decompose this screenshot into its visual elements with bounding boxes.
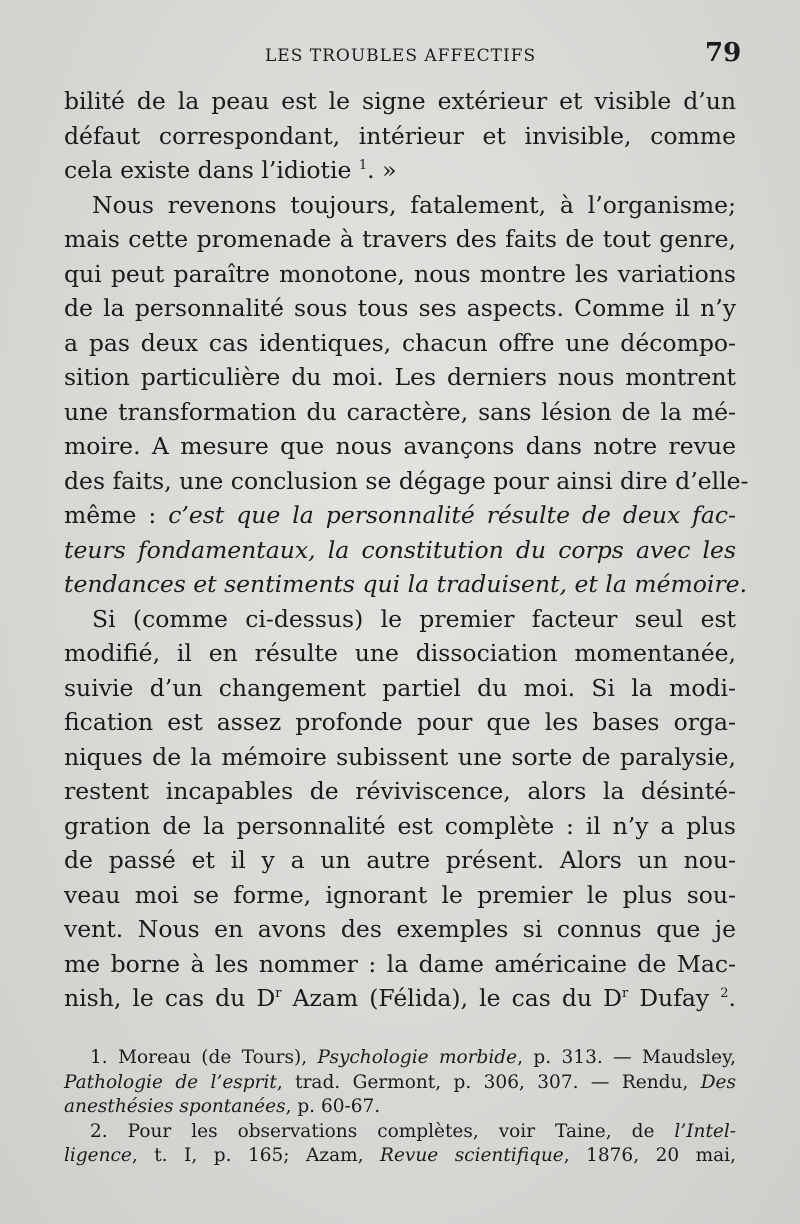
footnote-text: 2. Pour les observations complètes, voir Taine, de bbox=[90, 1120, 675, 1142]
footnote-title: Psychologie morbide bbox=[317, 1047, 518, 1068]
footnote-ref: 2 bbox=[720, 986, 729, 1002]
italic-text: c’est que la personnalité résulte de deux fac- bbox=[168, 501, 736, 529]
text-line: veau moi se forme, ignorant le premier le plus sou- bbox=[64, 880, 736, 909]
italic-line: teurs fondamentaux, la constitution du corps avec les bbox=[64, 535, 736, 564]
footnote-title: Des bbox=[700, 1071, 736, 1093]
footnote-text: , t. I, p. 165; Azam, bbox=[131, 1145, 381, 1166]
text-line: a pas deux cas identiques, chacun offre une décompo- bbox=[64, 328, 736, 357]
running-head: LES TROUBLES AFFECTIFS bbox=[265, 46, 537, 66]
italic-line: tendances et sentiments qui la traduisent, et la mémoire. bbox=[64, 570, 748, 598]
line-text: . bbox=[728, 984, 736, 1012]
footnote-line bbox=[64, 1095, 736, 1120]
paragraph-start: Nous revenons toujours, fatalement, à l’organisme; bbox=[92, 190, 736, 219]
text-line: fication est assez profonde pour que les bases orga- bbox=[64, 708, 736, 736]
text-line: bilité de la peau est le signe extérieur et visible d’un bbox=[64, 87, 736, 115]
text-line: de passé et il y a un autre présent. Alors un nou- bbox=[64, 846, 736, 874]
text-line: vent. Nous en avons des exemples si connus que je bbox=[64, 915, 736, 943]
text-line: gration de la personnalité est complète : il n’y a plus bbox=[64, 811, 736, 840]
text-line: des faits, une conclusion se dégage pour ainsi dire d’elle- bbox=[64, 466, 749, 495]
text-line: sition particulière du moi. Les derniers nous montrent bbox=[64, 363, 736, 391]
text-line: moire. A mesure que nous avançons dans notre revue bbox=[64, 432, 736, 460]
line-text: nish, le cas du D bbox=[64, 984, 276, 1012]
footnote-text: , p. 60-67. bbox=[285, 1096, 381, 1117]
footnote-title: ligence bbox=[64, 1145, 132, 1166]
body-text bbox=[64, 84, 749, 1016]
footnotes bbox=[64, 1046, 736, 1169]
footnote-line bbox=[64, 1120, 736, 1145]
footnote-text: , p. 313. — Maudsley, bbox=[517, 1047, 737, 1068]
text-line: niques de la mémoire subissent une sorte de paralysie, bbox=[64, 742, 736, 771]
footnote-ref: 1 bbox=[358, 158, 368, 174]
line-text: cela existe dans l’idiotie bbox=[64, 156, 359, 184]
text-line: de la personnalité sous tous ses aspects. Comme il n’y bbox=[64, 294, 736, 322]
page-number: 79 bbox=[705, 38, 742, 68]
text-line: qui peut paraître monotone, nous montre les variations bbox=[64, 259, 736, 288]
footnote-text: 1. Moreau (de Tours), bbox=[90, 1047, 318, 1068]
text-line: mais cette promenade à travers des faits de tout genre, bbox=[64, 225, 736, 253]
text-line bbox=[64, 153, 736, 188]
text-line: restent incapables de réviviscence, alors la désinté- bbox=[64, 777, 736, 805]
text-line: modifié, il en résulte une dissociation momentanée, bbox=[64, 639, 736, 667]
footnote-line bbox=[64, 1071, 736, 1096]
line-text: . » bbox=[367, 156, 397, 184]
superscript: r bbox=[275, 986, 282, 1002]
line-text: Azam (Félida), le cas du D bbox=[281, 984, 622, 1012]
line-text: Dufay bbox=[628, 984, 721, 1012]
footnote-title: l’Intel- bbox=[674, 1120, 736, 1142]
text-line: suivie d’un changement partiel du moi. Si la modi- bbox=[64, 673, 736, 702]
text-line bbox=[64, 981, 736, 1016]
text-line: me borne à les nommer : la dame américaine de Mac- bbox=[64, 949, 736, 978]
text-line: défaut correspondant, intérieur et invisible, comme bbox=[64, 121, 736, 150]
footnote-text: , trad. Germont, p. 306, 307. — Rendu, bbox=[276, 1071, 701, 1093]
superscript: r bbox=[621, 986, 629, 1002]
footnote-text: , 1876, 20 mai, bbox=[563, 1145, 736, 1166]
paragraph-start: Si (comme ci-dessus) le premier facteur seul est bbox=[92, 604, 736, 633]
footnote-title: anesthésies spontanées bbox=[64, 1096, 286, 1117]
footnote-line bbox=[64, 1144, 736, 1169]
footnote-title: Revue scientifique bbox=[380, 1145, 564, 1166]
line-text: même : bbox=[64, 501, 169, 529]
footnote-line bbox=[64, 1046, 736, 1071]
text-line: une transformation du caractère, sans lésion de la mé- bbox=[64, 397, 736, 426]
text-line bbox=[64, 498, 736, 533]
footnote-title: Pathologie de l’esprit bbox=[64, 1071, 277, 1093]
